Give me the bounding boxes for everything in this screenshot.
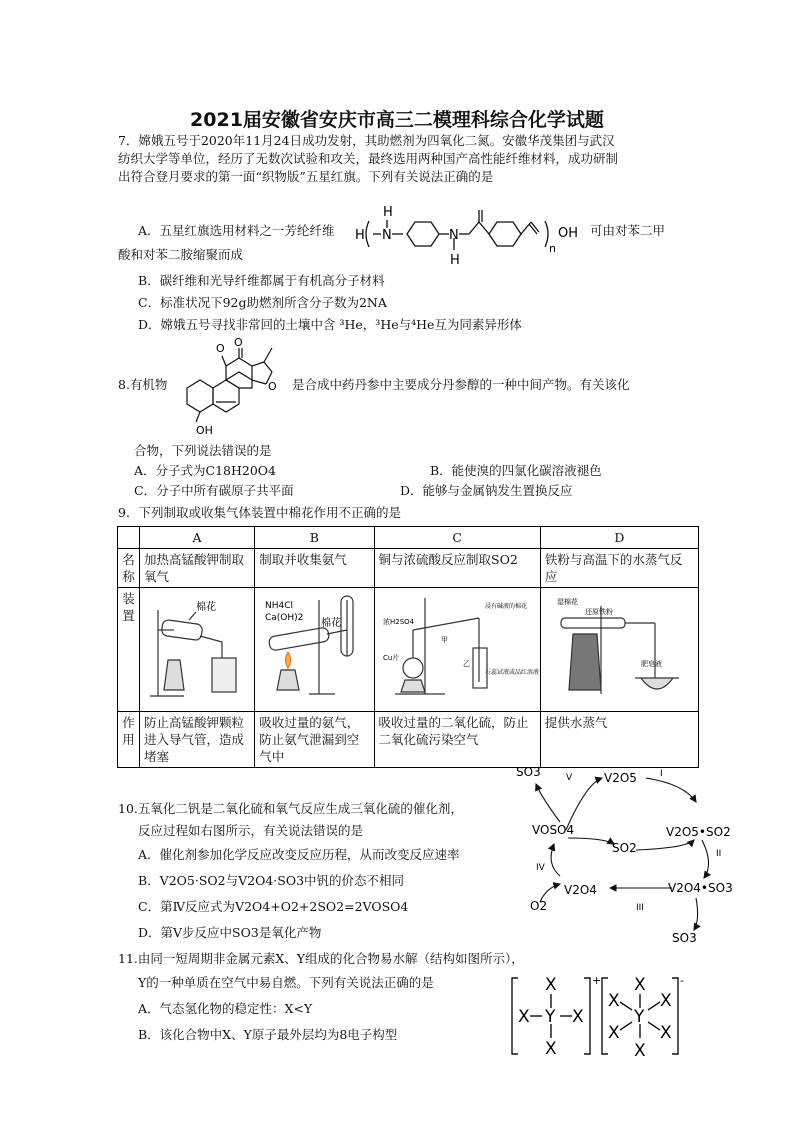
q10-stem-1: 10.五氧化二钒是二氧化硫和氧气反应生成三氧化硫的催化剂， [118, 801, 463, 816]
name-d: 铁粉与高温下的水蒸气反应 [540, 549, 698, 588]
aramid-polymer-structure [355, 196, 585, 270]
q10-option-d: D．第Ⅴ步反应中SO3是氧化产物 [138, 925, 322, 940]
label-nh4cl: NH4Cl [265, 601, 294, 611]
anion-x-upper-left: X [608, 991, 620, 1011]
q7-option-a-3: 酸和对苯二胺缩聚而成 [118, 247, 244, 262]
q9-table [117, 526, 699, 768]
label-cotton-a: 棉花 [195, 602, 216, 613]
cycle-v2o5: V2O5 [604, 771, 637, 785]
q8-stem-2: 是合成中药丹参中主要成分丹参醇的一种中间产物。有关该化 [292, 377, 630, 392]
name-a: 加热高锰酸钾制取氧气 [139, 549, 254, 588]
label-iron-powder: 还原铁粉 [584, 608, 613, 616]
polymer-oh: OH [558, 226, 579, 241]
q7-stem-3: 出符合登月要求的第一面“织物版”五星红旗。下列有关说法正确的是 [118, 169, 494, 184]
cation-x-left: X [518, 1007, 530, 1027]
row-label-device: 装置 [118, 588, 140, 712]
anion-x-lower-right: X [660, 1023, 672, 1043]
label-conc-h2so4: 浓H2SO4 [382, 618, 414, 626]
ionic-structure-diagram [508, 972, 690, 1060]
label-soap: 肥皂液 [640, 660, 662, 668]
table-header-row [118, 527, 699, 549]
label-alkali-cotton: 浸有碱液的棉花 [484, 603, 527, 610]
label-caoh2: Ca(OH)2 [265, 613, 304, 623]
anion-x-lower-left: X [608, 1023, 620, 1043]
anion-y: Y [634, 1007, 645, 1027]
cycle-so3-bottom: SO3 [672, 931, 697, 945]
q11-option-b: B．该化合物中X、Y原子最外层均为8电子构型 [138, 1027, 398, 1042]
cycle-step-1: I [660, 769, 663, 779]
cycle-so3-top: SO3 [516, 765, 541, 779]
q10-option-b: B．V2O5·SO2与V2O4·SO3中钒的价态不相同 [138, 873, 405, 888]
q7-option-b: B．碳纤维和光导纤维都属于有机高分子材料 [138, 273, 385, 288]
polymer-h-bottom: H [450, 253, 460, 268]
cycle-step-3: III [636, 903, 644, 913]
table-header-d: D [540, 527, 698, 549]
polymer-n-right: N [449, 228, 459, 243]
q9-stem: 9．下列制取或收集气体装置中棉花作用不正确的是 [118, 505, 401, 520]
cation-x-right: X [572, 1007, 584, 1027]
q7-stem-2: 纺织大学等单位，经历了无数次试验和攻关，最终选用两种国产高性能纤维材料，成功研制 [118, 151, 619, 166]
table-row-use [118, 712, 699, 768]
cation-y: Y [545, 1007, 556, 1027]
q10-option-a: A．催化剂参加化学反应改变反应历程，从而改变反应速率 [138, 847, 460, 862]
row-label-name: 名称 [118, 549, 140, 588]
table-row-name [118, 549, 699, 588]
q10-stem-2: 反应过程如右图所示，有关说法错误的是 [138, 823, 364, 838]
cycle-step-5: V [566, 773, 573, 783]
q7-option-a-2: 可由对苯二甲 [590, 223, 666, 238]
name-c: 铜与浓硫酸反应制取SO2 [374, 549, 540, 588]
device-a [139, 588, 254, 712]
label-indicator: 石蕊试液或品红溶液 [484, 669, 539, 676]
anion-x-top: X [634, 975, 646, 995]
use-a: 防止高锰酸钾颗粒进入导气管，造成堵塞 [139, 712, 254, 768]
row-label-use: 作用 [118, 712, 140, 768]
q11-stem-2: Y的一种单质在空气中易自燃。下列有关说法正确的是 [138, 975, 434, 990]
tanshinone-structure [172, 338, 292, 438]
polymer-h-left: H [355, 228, 365, 243]
anion-x-bottom: X [634, 1041, 646, 1061]
apparatus-b-image [259, 590, 363, 702]
q10-option-c: C．第Ⅳ反应式为V2O4+O2+2SO2=2VOSO4 [138, 899, 409, 914]
q8-option-c: C．分子中所有碳原子共平面 [134, 483, 294, 498]
apparatus-c-image [379, 590, 539, 702]
table-header-a: A [139, 527, 254, 549]
apparatus-a-image [144, 590, 244, 702]
cycle-step-2: II [716, 849, 722, 859]
q8-stem-3: 合物，下列说法错误的是 [134, 443, 272, 458]
mol-oh: OH [196, 424, 213, 437]
table-header-c: C [374, 527, 540, 549]
cycle-o2: O2 [530, 899, 548, 913]
page-title: 2021届安徽省安庆市高三二模理科综合化学试题 [190, 109, 604, 131]
name-b: 制取并收集氨气 [255, 549, 374, 588]
q8-option-d: D．能够与金属钠发生置换反应 [400, 483, 573, 498]
label-yi: 乙 [462, 660, 470, 668]
device-c [374, 588, 540, 712]
q8-option-b: B．能使溴的四氯化碳溶液褪色 [430, 463, 602, 478]
polymer-n-left: N [382, 228, 392, 243]
label-cu: Cu片 [382, 654, 399, 662]
cycle-step-4: IV [536, 863, 545, 873]
cycle-so2: SO2 [612, 841, 637, 855]
mol-o-mid: O [234, 336, 243, 349]
anion-x-upper-right: X [660, 991, 672, 1011]
device-b [255, 588, 374, 712]
mol-o-top: O [216, 342, 225, 355]
polymer-h-top: H [383, 205, 393, 220]
cycle-v2o4: V2O4 [564, 883, 597, 897]
apparatus-d-image [545, 590, 689, 702]
label-jia: 甲 [440, 636, 448, 644]
q11-option-a: A．气态氢化物的稳定性：X<Y [138, 1001, 313, 1016]
q7-option-c: C．标准状况下92g助燃剂所含分子数为2NA [138, 295, 387, 310]
q8-stem-1: 8.有机物 [118, 377, 168, 392]
q7-stem-1: 7．嫦娥五号于2020年11月24日成功发射，其助燃剂为四氧化二氮。安徽华茂集团与武汉 [118, 133, 615, 148]
use-d: 提供水蒸气 [540, 712, 698, 768]
mol-o-furan: O [268, 380, 277, 393]
cation-x-bottom: X [545, 1039, 557, 1059]
cation-charge: + [592, 974, 602, 987]
table-row-device [118, 588, 699, 712]
cycle-v2o4-so3: V2O4•SO3 [668, 881, 733, 895]
catalytic-cycle-diagram [506, 764, 736, 946]
q11-stem-1: 11.由同一短周期非金属元素X、Y组成的化合物易水解（结构如图所示）， [118, 951, 524, 966]
q7-option-a-1: A．五星红旗选用材料之一芳纶纤维 [138, 223, 335, 238]
use-c: 吸收过量的二氧化硫，防止二氧化硫污染空气 [374, 712, 540, 768]
label-wet-cotton: 湿棉花 [556, 598, 578, 606]
q7-option-d: D．嫦娥五号寻找非常回的土壤中含 ³He，³He与⁴He互为同素异形体 [138, 317, 522, 332]
cycle-v2o5-so2: V2O5•SO2 [666, 825, 731, 839]
q8-option-a: A．分子式为C18H20O4 [134, 463, 277, 478]
device-d [540, 588, 698, 712]
cycle-voso4: VOSO4 [532, 823, 575, 837]
use-b: 吸收过量的氨气，防止氨气泄漏到空气中 [255, 712, 374, 768]
polymer-n-subscript: n [549, 242, 556, 255]
anion-charge: - [680, 974, 684, 987]
cation-x-top: X [545, 975, 557, 995]
label-cotton-b: 棉花 [321, 618, 342, 629]
table-header-b: B [255, 527, 374, 549]
table-corner-cell [118, 527, 140, 549]
